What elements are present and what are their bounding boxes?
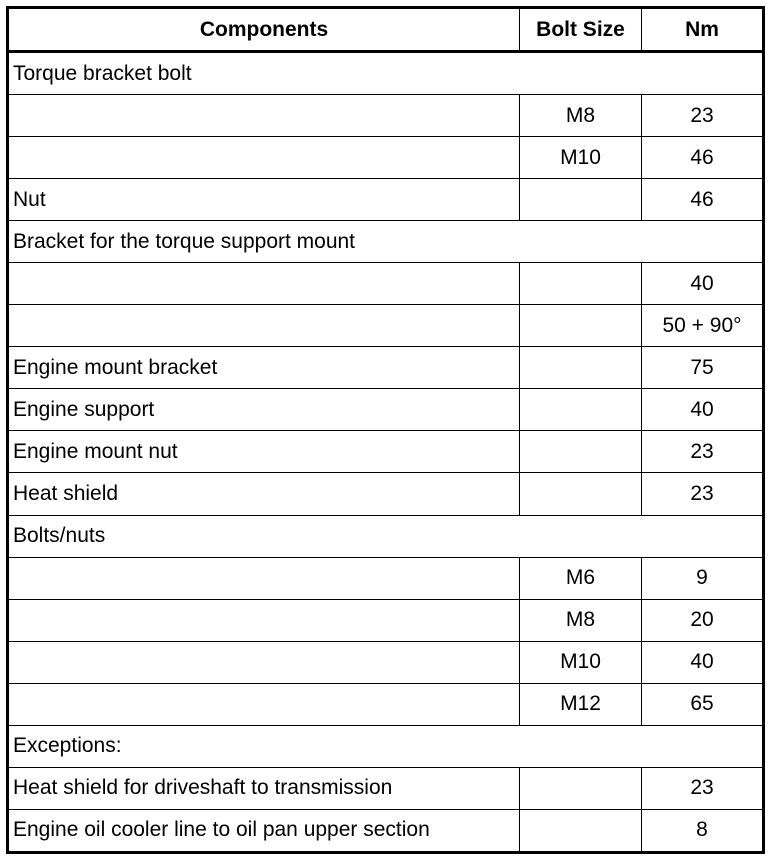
section-label: Exceptions:	[8, 725, 764, 767]
torque-nm-cell: 75	[642, 347, 764, 389]
bolt-size-cell	[520, 305, 642, 347]
table-row	[8, 767, 764, 809]
table-row	[8, 347, 764, 389]
table-row	[8, 431, 764, 473]
section-label: Torque bracket bolt	[8, 52, 764, 95]
table-body	[8, 52, 764, 853]
component-cell	[8, 95, 520, 137]
table-row	[8, 599, 764, 641]
header-bolt-size: Bolt Size	[520, 8, 642, 52]
component-cell: Nut	[8, 179, 520, 221]
component-cell: Heat shield	[8, 473, 520, 515]
table-row	[8, 95, 764, 137]
table-row	[8, 389, 764, 431]
component-cell	[8, 263, 520, 305]
bolt-size-cell	[520, 809, 642, 852]
table-row	[8, 137, 764, 179]
section-row	[8, 221, 764, 263]
header-row	[8, 8, 764, 52]
component-cell: Engine support	[8, 389, 520, 431]
torque-nm-cell: 9	[642, 557, 764, 599]
bolt-size-cell: M10	[520, 137, 642, 179]
torque-nm-cell: 40	[642, 641, 764, 683]
torque-nm-cell: 40	[642, 263, 764, 305]
bolt-size-cell	[520, 767, 642, 809]
torque-nm-cell: 23	[642, 95, 764, 137]
table-row	[8, 305, 764, 347]
torque-nm-cell: 65	[642, 683, 764, 725]
torque-nm-cell: 46	[642, 179, 764, 221]
torque-nm-cell: 50 + 90°	[642, 305, 764, 347]
component-cell	[8, 137, 520, 179]
bolt-size-cell	[520, 179, 642, 221]
component-cell: Heat shield for driveshaft to transmission	[8, 767, 520, 809]
torque-nm-cell: 40	[642, 389, 764, 431]
component-cell: Engine mount nut	[8, 431, 520, 473]
table-row	[8, 809, 764, 852]
torque-nm-cell: 23	[642, 473, 764, 515]
bolt-size-cell: M8	[520, 95, 642, 137]
table-row	[8, 263, 764, 305]
table-row	[8, 179, 764, 221]
bolt-size-cell	[520, 263, 642, 305]
bolt-size-cell	[520, 347, 642, 389]
bolt-size-cell: M6	[520, 557, 642, 599]
bolt-size-cell	[520, 473, 642, 515]
section-row	[8, 52, 764, 95]
torque-nm-cell: 23	[642, 767, 764, 809]
component-cell	[8, 557, 520, 599]
component-cell	[8, 305, 520, 347]
section-row	[8, 515, 764, 557]
torque-nm-cell: 23	[642, 431, 764, 473]
table-row	[8, 683, 764, 725]
section-label: Bolts/nuts	[8, 515, 764, 557]
table-row	[8, 473, 764, 515]
header-components: Components	[8, 8, 520, 52]
component-cell	[8, 599, 520, 641]
component-cell: Engine oil cooler line to oil pan upper section	[8, 809, 520, 852]
header-nm: Nm	[642, 8, 764, 52]
component-cell	[8, 641, 520, 683]
bolt-size-cell: M8	[520, 599, 642, 641]
bolt-size-cell: M10	[520, 641, 642, 683]
table-row	[8, 641, 764, 683]
section-label: Bracket for the torque support mount	[8, 221, 764, 263]
component-cell	[8, 683, 520, 725]
bolt-size-cell	[520, 389, 642, 431]
table-row	[8, 557, 764, 599]
torque-spec-table	[6, 6, 765, 854]
bolt-size-cell	[520, 431, 642, 473]
bolt-size-cell: M12	[520, 683, 642, 725]
torque-nm-cell: 46	[642, 137, 764, 179]
section-row	[8, 725, 764, 767]
component-cell: Engine mount bracket	[8, 347, 520, 389]
torque-nm-cell: 20	[642, 599, 764, 641]
torque-nm-cell: 8	[642, 809, 764, 852]
